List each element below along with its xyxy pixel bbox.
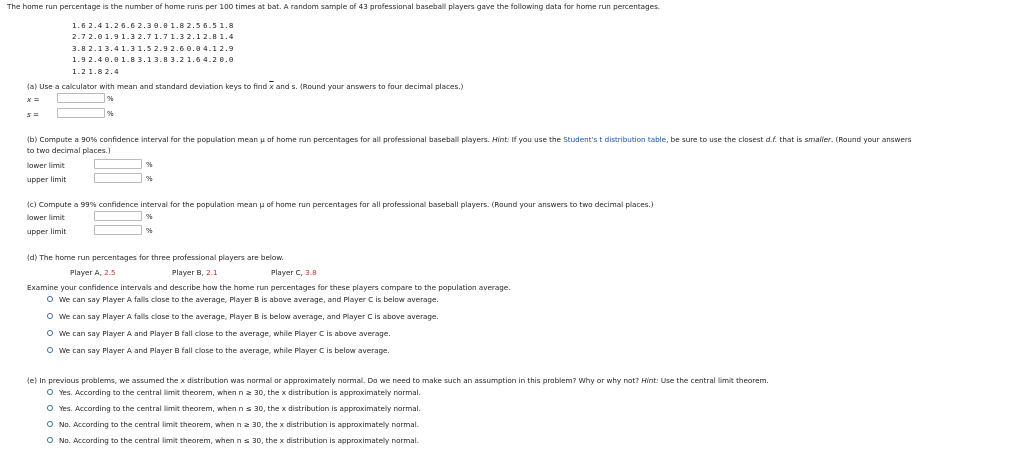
part-d-option-3[interactable] [47, 329, 391, 338]
part-a-prompt: (a) Use a calculator with mean and standard deviation keys to find $\overline{x}$ and s. (Round your answers to four decimal places.) [27, 82, 464, 91]
option-label: Yes. According to the central limit theorem, when n ≤ 30, the x distribution is approximately normal. [59, 404, 421, 413]
data-row [72, 66, 236, 77]
option-label: We can say Player A and Player B fall close to the average, while Player C is below average. [59, 346, 390, 355]
option-label: No. According to the central limit theorem, when n ≥ 30, the x distribution is approximately normal. [59, 420, 419, 429]
part-c-lower-unit: % [146, 213, 153, 221]
part-e-option-4[interactable] [47, 436, 419, 445]
part-b-lower-unit: % [146, 161, 153, 169]
part-b-upper-label: upper limit [27, 175, 67, 184]
data-value: 1.6 [72, 21, 86, 30]
data-value: 0.0 [104, 55, 119, 65]
data-value: 1.2 [72, 66, 86, 76]
data-value: 1.3 [121, 32, 136, 42]
radio-button[interactable] [47, 389, 53, 395]
option-label: No. According to the central limit theorem, when n ≤ 30, the x distribution is approximately normal. [59, 436, 419, 445]
part-e-option-1[interactable] [47, 388, 421, 397]
part-d-option-2[interactable] [47, 312, 439, 321]
data-value: 1.3 [121, 43, 136, 53]
data-row [72, 43, 236, 54]
option-label: We can say Player A falls close to the average, Player B is below average, and Player C is above average. [59, 312, 439, 321]
radio-button[interactable] [47, 437, 53, 443]
data-value: 2.7 [72, 32, 86, 42]
option-label: We can say Player A and Player B fall close to the average, while Player C is above average. [59, 329, 391, 338]
part-c-lower-label: lower limit [27, 213, 65, 222]
data-row [72, 31, 236, 42]
part-b-lower-input[interactable] [94, 159, 142, 169]
data-table [72, 20, 236, 77]
option-label: We can say Player A falls close to the average, Player B is above average, and Player C is below average. [59, 295, 439, 304]
data-value: 3.2 [170, 55, 185, 65]
data-value: 2.3 [137, 21, 152, 30]
part-c-upper-input[interactable] [94, 225, 142, 235]
radio-button[interactable] [47, 405, 53, 411]
part-d-option-4[interactable] [47, 346, 390, 355]
data-value: 2.9 [153, 43, 168, 53]
data-value: 0.0 [219, 55, 234, 65]
data-value: 3.4 [104, 43, 119, 53]
part-b-lower-label: lower limit [27, 161, 65, 170]
s-input[interactable] [57, 108, 105, 118]
player-c: Player C, 3.8 [271, 268, 317, 277]
data-value: 2.1 [88, 43, 103, 53]
data-value: 3.8 [153, 55, 168, 65]
data-value: 1.7 [153, 32, 168, 42]
data-value: 1.9 [104, 32, 119, 42]
radio-button[interactable] [47, 347, 53, 353]
data-value: 2.0 [88, 32, 103, 42]
part-c-upper-unit: % [146, 227, 153, 235]
xbar-unit: % [107, 95, 114, 103]
data-value: 1.8 [88, 66, 103, 76]
part-b-upper-input[interactable] [94, 173, 142, 183]
data-value: 1.5 [137, 43, 152, 53]
part-e-prompt: (e) In previous problems, we assumed the x distribution was normal or approximately normal. Do we need to make such an assumption in this problem? Why or why not? Hint: Use the central limit theorem. [27, 376, 769, 385]
part-d-option-1[interactable] [47, 295, 439, 304]
s-unit: % [107, 110, 114, 118]
radio-button[interactable] [47, 330, 53, 336]
part-d-prompt: (d) The home run percentages for three professional players are below. [27, 253, 284, 262]
data-value: 1.8 [219, 21, 234, 30]
data-value: 2.8 [203, 32, 218, 42]
data-value: 3.1 [137, 55, 152, 65]
part-d-examine: Examine your confidence intervals and describe how the home run percentages for these players compare to the population average. [27, 283, 511, 292]
data-value: 1.8 [170, 21, 185, 30]
radio-button[interactable] [47, 296, 53, 302]
data-value: 6.6 [121, 21, 136, 30]
data-value: 2.1 [186, 32, 201, 42]
part-c-prompt: (c) Compute a 99% confidence interval for the population mean μ of home run percentages for all professional baseball players. (Round your answers to two decimal places.) [27, 200, 654, 209]
radio-button[interactable] [47, 313, 53, 319]
data-value: 0.0 [153, 21, 168, 30]
part-c-upper-label: upper limit [27, 227, 67, 236]
data-value: 1.4 [219, 32, 234, 42]
data-value: 1.8 [121, 55, 136, 65]
student-t-table-link[interactable]: Student's t distribution table [563, 135, 667, 144]
part-b-prompt-line2: to two decimal places.) [27, 146, 111, 155]
part-e-option-3[interactable] [47, 420, 419, 429]
data-row [72, 20, 236, 31]
data-value: 1.6 [186, 55, 201, 65]
xbar-label: x = [27, 95, 40, 104]
data-value: 6.5 [203, 21, 218, 30]
data-row [72, 54, 236, 65]
xbar-input[interactable] [57, 93, 105, 103]
part-c-lower-input[interactable] [94, 211, 142, 221]
problem-intro: The home run percentage is the number of home runs per 100 times at bat. A random sample of 43 professional baseball players gave the following data for home run percentages. [7, 2, 661, 11]
part-b-upper-unit: % [146, 175, 153, 183]
data-value: 2.9 [219, 43, 234, 53]
data-value: 1.9 [72, 55, 86, 65]
data-value: 2.7 [137, 32, 152, 42]
part-e-option-2[interactable] [47, 404, 421, 413]
player-b: Player B, 2.1 [172, 268, 218, 277]
data-value: 1.3 [170, 32, 185, 42]
data-value: 2.4 [88, 21, 103, 30]
data-value: 4.2 [203, 55, 218, 65]
radio-button[interactable] [47, 421, 53, 427]
data-value: 2.4 [88, 55, 103, 65]
player-a: Player A, 2.5 [70, 268, 116, 277]
data-value: 2.5 [186, 21, 201, 30]
data-value: 2.4 [104, 66, 119, 76]
data-value: 1.2 [104, 21, 119, 30]
data-value: 2.6 [170, 43, 185, 53]
data-value: 4.1 [203, 43, 218, 53]
data-value: 3.8 [72, 43, 86, 53]
part-b-prompt: (b) Compute a 90% confidence interval for the population mean μ of home run percentages for all professional baseball players. Hint: If you use the Student's t distribution table, be sure to use the closest d.f. that is smaller. (Round your answers [27, 135, 912, 144]
s-label: s = [27, 110, 40, 119]
option-label: Yes. According to the central limit theorem, when n ≥ 30, the x distribution is approximately normal. [59, 388, 421, 397]
data-value: 0.0 [186, 43, 201, 53]
